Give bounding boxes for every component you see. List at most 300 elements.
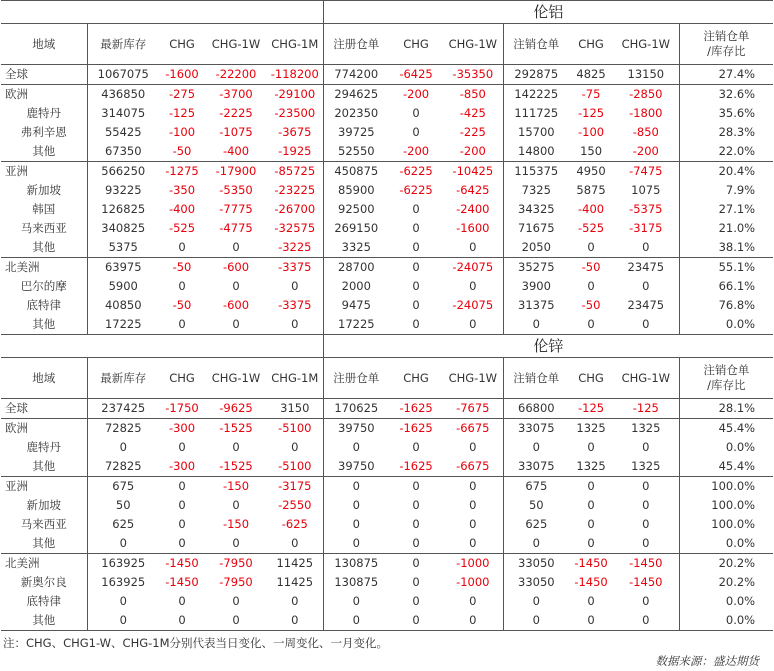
cell-value: -3375: [267, 258, 323, 278]
region-row: [1, 85, 773, 105]
cell-value: 0: [323, 534, 389, 554]
cell-value: 35275: [503, 258, 569, 278]
cell-value: 4825: [576, 67, 606, 81]
table-row: [1, 592, 773, 611]
cell-value: 33050: [503, 573, 569, 592]
cell-value: -300: [168, 459, 196, 473]
cell-value: -400: [168, 202, 196, 216]
cell-value: 66800: [503, 399, 569, 419]
cell-value: 0: [323, 438, 389, 457]
cell-value: 0: [587, 594, 595, 608]
cell-value: 40850: [87, 296, 159, 315]
ratio-header-line1: 注销仓单: [703, 29, 750, 43]
cell-value: 0: [503, 315, 569, 335]
cell-value: -1450: [629, 575, 663, 589]
cell-value: 5375: [87, 238, 159, 258]
cell-value: 0: [469, 317, 477, 331]
row-label: 全球: [5, 401, 28, 415]
cell-value: -400: [222, 144, 250, 158]
cell-value: -350: [168, 183, 196, 197]
cell-value: 0: [87, 611, 159, 631]
row-label: 新加坡: [26, 498, 61, 512]
cell-value: 774200: [323, 65, 389, 85]
section-title-row: [1, 1, 773, 24]
row-label: 新奥尔良: [20, 575, 67, 589]
cell-value: -7475: [613, 162, 679, 182]
cell-value: -10425: [443, 162, 503, 182]
cell-value: 2050: [503, 238, 569, 258]
cell-value: 14800: [503, 142, 569, 162]
cell-value: -125: [577, 106, 605, 120]
column-header: CHG: [389, 358, 443, 399]
column-header: CHG-1W: [443, 24, 503, 65]
cell-value: -125: [632, 401, 659, 415]
cell-value: 3150: [280, 401, 310, 415]
cell-value: -4775: [219, 221, 253, 235]
ratio-header-line1: 注销仓单: [703, 363, 750, 377]
cell-value: 1325: [569, 419, 613, 439]
column-header-ratio: [679, 358, 773, 399]
cell-value: -3175: [267, 477, 323, 497]
cell-value: -9625: [219, 401, 253, 415]
section-title: 伦锌: [323, 335, 773, 358]
cell-value: 1325: [576, 459, 606, 473]
cell-value: -6425: [456, 183, 490, 197]
row-label: 韩国: [32, 202, 56, 216]
cell-value: 13150: [627, 67, 665, 81]
cell-value: 28.1%: [679, 399, 773, 419]
cell-value: -1075: [219, 125, 253, 139]
cell-value: 0: [503, 592, 569, 611]
table-row: [1, 219, 773, 238]
table-row: [1, 515, 773, 534]
cell-value: 20.2%: [679, 554, 773, 574]
cell-value: 115375: [503, 162, 569, 182]
cell-value: -3175: [629, 221, 663, 235]
table-row: [1, 123, 773, 142]
row-label: 其他: [32, 459, 56, 473]
cell-value: 436850: [87, 85, 159, 105]
cell-value: 52550: [323, 142, 389, 162]
cell-value: 0: [323, 496, 389, 515]
cell-value: -1450: [569, 554, 613, 574]
cell-value: 0: [642, 279, 650, 293]
cell-value: -23500: [274, 106, 316, 120]
cell-value: 0: [389, 477, 443, 497]
row-label: 北美洲: [1, 258, 87, 278]
cell-value: 0: [178, 594, 186, 608]
title-spacer: [1, 335, 323, 358]
row-label: 新加坡: [26, 183, 61, 197]
cell-value: 0: [412, 498, 420, 512]
cell-value: 22.0%: [679, 142, 773, 162]
cell-value: 0: [291, 594, 299, 608]
cell-value: 0: [291, 279, 299, 293]
data-source: 数据来源：盛达期货: [655, 654, 759, 668]
cell-value: 63975: [87, 258, 159, 278]
column-header: CHG-1W: [205, 358, 267, 399]
cell-value: -5350: [219, 183, 253, 197]
cell-value: 20.2%: [679, 573, 773, 592]
cell-value: 0: [412, 240, 420, 254]
column-header: 地域: [1, 24, 87, 65]
cell-value: 0: [178, 498, 186, 512]
cell-value: 0: [587, 240, 595, 254]
cell-value: 66.1%: [679, 277, 773, 296]
cell-value: -100: [577, 125, 605, 139]
cell-value: 27.4%: [679, 65, 773, 85]
cell-value: 5900: [87, 277, 159, 296]
region-row: [1, 162, 773, 182]
cell-value: 0: [87, 438, 159, 457]
column-header: 地域: [1, 358, 87, 399]
cell-value: 21.0%: [679, 219, 773, 238]
cell-value: 34325: [503, 200, 569, 219]
cell-value: -7675: [456, 401, 490, 415]
cell-value: -1000: [456, 575, 490, 589]
cell-value: 0: [412, 202, 420, 216]
cell-value: 5875: [576, 183, 606, 197]
cell-value: 0.0%: [679, 438, 773, 457]
cell-value: 625: [503, 515, 569, 534]
cell-value: 28700: [323, 258, 389, 278]
column-header-row: [1, 358, 773, 399]
row-label: 欧洲: [1, 419, 87, 439]
column-header: 最新库存: [87, 24, 159, 65]
column-header-row: [1, 24, 773, 65]
cell-value: -6225: [399, 183, 433, 197]
row-label: 亚洲: [1, 162, 87, 182]
cell-value: 163925: [87, 554, 159, 574]
cell-value: -200: [632, 144, 659, 158]
cell-value: 0: [178, 279, 186, 293]
table-row: [1, 200, 773, 219]
column-header: CHG: [389, 24, 443, 65]
row-label: 鹿特丹: [26, 106, 61, 120]
row-label: 弗利辛恩: [20, 125, 67, 139]
cell-value: 0: [503, 438, 569, 457]
cell-value: 0: [469, 517, 477, 531]
cell-value: -50: [159, 258, 205, 278]
cell-value: -5100: [278, 459, 312, 473]
cell-value: 0: [87, 592, 159, 611]
cell-value: 0: [613, 611, 679, 631]
cell-value: 33050: [503, 554, 569, 574]
cell-value: -32575: [274, 221, 316, 235]
inventory-report: [1, 0, 773, 671]
cell-value: 0: [178, 317, 186, 331]
cell-value: 0: [291, 317, 299, 331]
column-header: CHG: [159, 24, 205, 65]
cell-value: -225: [459, 125, 486, 139]
cell-value: 39750: [323, 457, 389, 477]
cell-value: -400: [577, 202, 605, 216]
cell-value: 17225: [323, 315, 389, 335]
cell-value: 7325: [503, 181, 569, 200]
cell-value: -6225: [389, 162, 443, 182]
cell-value: 126825: [87, 200, 159, 219]
row-label: 鹿特丹: [26, 440, 61, 454]
cell-value: 0: [642, 317, 650, 331]
column-header: CHG-1W: [613, 24, 679, 65]
row-label: 其他: [32, 240, 56, 254]
cell-value: -1450: [574, 575, 608, 589]
cell-value: 32.6%: [679, 85, 773, 105]
column-header: CHG-1W: [205, 24, 267, 65]
cell-value: 76.8%: [679, 296, 773, 315]
cell-value: 0: [323, 515, 389, 534]
cell-value: 0: [412, 317, 420, 331]
cell-value: -1450: [159, 554, 205, 574]
cell-value: 111725: [503, 104, 569, 123]
row-label: 北美洲: [1, 554, 87, 574]
table-row: [1, 296, 773, 315]
cell-value: 39725: [323, 123, 389, 142]
cell-value: 55425: [87, 123, 159, 142]
column-header-ratio: [679, 24, 773, 65]
region-row: [1, 399, 773, 419]
section-title-row: [1, 335, 773, 358]
column-header: 最新库存: [87, 358, 159, 399]
cell-value: 100.0%: [679, 496, 773, 515]
column-header: CHG: [159, 358, 205, 399]
table-row: [1, 238, 773, 258]
cell-value: -17900: [205, 162, 267, 182]
cell-value: 3325: [323, 238, 389, 258]
cell-value: 39750: [323, 419, 389, 439]
cell-value: -125: [168, 106, 196, 120]
cell-value: -3675: [278, 125, 312, 139]
cell-value: 17225: [87, 315, 159, 335]
cell-value: 0: [412, 106, 420, 120]
cell-value: 0: [291, 440, 299, 454]
cell-value: 35.6%: [679, 104, 773, 123]
cell-value: 0: [587, 536, 595, 550]
cell-value: -23225: [274, 183, 316, 197]
cell-value: 0: [178, 240, 186, 254]
cell-value: 0: [323, 611, 389, 631]
cell-value: 1075: [631, 183, 661, 197]
cell-value: -200: [389, 85, 443, 105]
cell-value: -150: [205, 477, 267, 497]
cell-value: 142225: [503, 85, 569, 105]
cell-value: -850: [632, 125, 659, 139]
cell-value: 0: [569, 477, 613, 497]
table-row: [1, 315, 773, 335]
cell-value: -24075: [452, 298, 494, 312]
cell-value: -7775: [219, 202, 253, 216]
cell-value: 0: [412, 440, 420, 454]
cell-value: 340825: [87, 219, 159, 238]
cell-value: 0: [642, 440, 650, 454]
cell-value: 0: [267, 611, 323, 631]
cell-value: 0.0%: [679, 315, 773, 335]
cell-value: -1625: [389, 419, 443, 439]
table-row: [1, 534, 773, 554]
cell-value: 294625: [323, 85, 389, 105]
cell-value: 150: [580, 144, 603, 158]
cell-value: 33075: [503, 419, 569, 439]
cell-value: 0: [178, 536, 186, 550]
table-row: [1, 181, 773, 200]
cell-value: 0: [587, 498, 595, 512]
row-label: 欧洲: [1, 85, 87, 105]
region-row: [1, 419, 773, 439]
cell-value: 55.1%: [679, 258, 773, 278]
cell-value: -2400: [456, 202, 490, 216]
cell-value: 1325: [613, 419, 679, 439]
cell-value: 100.0%: [679, 477, 773, 497]
table-row: [1, 496, 773, 515]
cell-value: 72825: [87, 419, 159, 439]
cell-value: -600: [222, 298, 250, 312]
cell-value: 0: [412, 575, 420, 589]
cell-value: 130875: [323, 573, 389, 592]
cell-value: 163925: [87, 573, 159, 592]
region-row: [1, 65, 773, 85]
cell-value: 0: [412, 221, 420, 235]
cell-value: 0: [323, 592, 389, 611]
cell-value: 0: [159, 477, 205, 497]
cell-value: 0: [587, 317, 595, 331]
cell-value: 0: [412, 594, 420, 608]
column-header: 注册仓单: [323, 358, 389, 399]
cell-value: -1275: [159, 162, 205, 182]
cell-value: 9475: [323, 296, 389, 315]
region-row: [1, 554, 773, 574]
cell-value: -50: [581, 298, 601, 312]
cell-value: -118200: [270, 67, 319, 81]
cell-value: 0: [412, 125, 420, 139]
cell-value: 0: [642, 240, 650, 254]
cell-value: 85900: [323, 181, 389, 200]
cell-value: 11425: [267, 554, 323, 574]
cell-value: 33075: [503, 457, 569, 477]
cell-value: 170625: [323, 399, 389, 419]
cell-value: -1450: [613, 554, 679, 574]
cell-value: 0: [443, 477, 503, 497]
cell-value: 31375: [503, 296, 569, 315]
cell-value: -35350: [452, 67, 494, 81]
cell-value: -7950: [205, 554, 267, 574]
column-header: CHG-1W: [443, 358, 503, 399]
ratio-header-line2: /库存比: [707, 378, 746, 392]
cell-value: -6425: [399, 67, 433, 81]
cell-value: 675: [87, 477, 159, 497]
cell-value: -275: [159, 85, 205, 105]
cell-value: -150: [222, 517, 250, 531]
row-label: 其他: [32, 317, 56, 331]
cell-value: -1750: [165, 401, 199, 415]
cell-value: 0: [443, 611, 503, 631]
cell-value: 450875: [323, 162, 389, 182]
cell-value: -3375: [278, 298, 312, 312]
cell-value: -2550: [278, 498, 312, 512]
cell-value: 7.9%: [679, 181, 773, 200]
cell-value: 72825: [87, 457, 159, 477]
cell-value: 0: [412, 536, 420, 550]
cell-value: 0: [232, 594, 240, 608]
cell-value: 0: [503, 611, 569, 631]
cell-value: -1625: [399, 459, 433, 473]
cell-value: 0: [389, 611, 443, 631]
cell-value: 15700: [503, 123, 569, 142]
cell-value: 237425: [87, 399, 159, 419]
cell-value: 28.3%: [679, 123, 773, 142]
table-row: [1, 611, 773, 631]
cell-value: 20.4%: [679, 162, 773, 182]
cell-value: -50: [172, 144, 192, 158]
cell-value: -50: [569, 258, 613, 278]
table-row: [1, 142, 773, 162]
column-header: CHG-1W: [613, 358, 679, 399]
inventory-table: [1, 0, 773, 631]
cell-value: -125: [577, 401, 605, 415]
table-row: [1, 573, 773, 592]
cell-value: 0: [469, 279, 477, 293]
cell-value: 0: [232, 240, 240, 254]
cell-value: 0: [232, 440, 240, 454]
cell-value: -24075: [443, 258, 503, 278]
cell-value: -7950: [219, 575, 253, 589]
cell-value: -200: [402, 144, 430, 158]
cell-value: -26700: [274, 202, 316, 216]
table-row: [1, 438, 773, 457]
column-header: 注销仓单: [503, 24, 569, 65]
ratio-header-line2: /库存比: [707, 44, 746, 58]
footnote: 注：CHG、CHG1-W、CHG-1M分别代表当日变化、一周变化、一月变化。: [3, 636, 389, 650]
cell-value: 0: [587, 517, 595, 531]
cell-value: 0: [178, 517, 186, 531]
cell-value: 0: [587, 279, 595, 293]
cell-value: 0: [569, 611, 613, 631]
table-row: [1, 277, 773, 296]
cell-value: 0: [87, 534, 159, 554]
cell-value: 0: [412, 279, 420, 293]
cell-value: -3700: [205, 85, 267, 105]
cell-value: -2850: [613, 85, 679, 105]
cell-value: 0: [389, 258, 443, 278]
cell-value: 625: [87, 515, 159, 534]
cell-value: 0: [469, 498, 477, 512]
cell-value: 11425: [276, 575, 314, 589]
cell-value: 0.0%: [679, 611, 773, 631]
cell-value: 269150: [323, 219, 389, 238]
column-header: CHG: [569, 358, 613, 399]
cell-value: 202350: [323, 104, 389, 123]
cell-value: 0: [178, 440, 186, 454]
cell-value: -75: [569, 85, 613, 105]
cell-value: -29100: [267, 85, 323, 105]
cell-value: 0: [642, 517, 650, 531]
cell-value: -525: [577, 221, 605, 235]
cell-value: 314075: [87, 104, 159, 123]
column-header: CHG: [569, 24, 613, 65]
cell-value: -2225: [219, 106, 253, 120]
cell-value: 0: [232, 536, 240, 550]
cell-value: 1325: [631, 459, 661, 473]
column-header: CHG-1M: [267, 24, 323, 65]
cell-value: 0: [291, 536, 299, 550]
cell-value: 0: [232, 279, 240, 293]
cell-value: 0: [642, 594, 650, 608]
cell-value: 2000: [323, 277, 389, 296]
cell-value: 50: [87, 496, 159, 515]
cell-value: 0.0%: [679, 592, 773, 611]
row-label: 马来西亚: [20, 221, 67, 235]
cell-value: 67350: [87, 142, 159, 162]
cell-value: -1525: [219, 459, 253, 473]
